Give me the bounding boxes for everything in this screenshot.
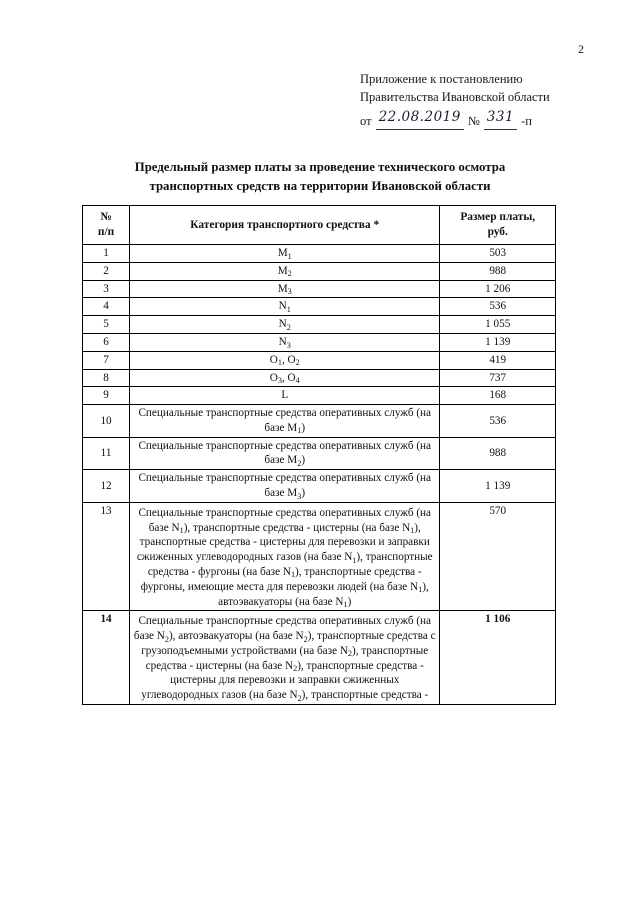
row-category: $N_3$	[130, 334, 440, 352]
row-number: 8	[83, 369, 130, 387]
number-prefix: №	[467, 113, 480, 128]
row-number: 11	[83, 437, 130, 470]
row-number: 9	[83, 387, 130, 405]
row-price: 168	[440, 387, 556, 405]
row-category: $M_2$	[130, 262, 440, 280]
row-category: L	[130, 387, 440, 405]
row-category: $O_1$, $O_2$	[130, 351, 440, 369]
row-category: Специальные транспортные средства оперативных служб (на базе $N_1$), транспортные средства - цистерны (на базе $N_1$), транспортные средства - цистерны для перевозки и заправки сжиженных углеводородных газов (на базе $N_1$), транспортные средства - фургоны (на базе $N_1$), транспортные средства - фургоны, имеющие места для перевозки людей (на базе $N_1$), автоэвакуаторы (на базе $N_1$)	[130, 502, 440, 610]
row-category: Специальные транспортные средства оперативных служб (на базе $M_1$)	[130, 405, 440, 438]
row-price: 503	[440, 245, 556, 263]
table-header	[83, 206, 556, 245]
table-row	[83, 262, 556, 280]
row-number: 10	[83, 405, 130, 438]
row-number: 3	[83, 280, 130, 298]
row-price: 419	[440, 351, 556, 369]
row-price: 988	[440, 262, 556, 280]
row-price: 1 139	[440, 334, 556, 352]
row-price: 1 106	[440, 611, 556, 705]
table-row	[83, 369, 556, 387]
row-number: 14	[83, 611, 130, 705]
row-price: 536	[440, 405, 556, 438]
page-number: 2	[578, 42, 584, 56]
table-row	[83, 245, 556, 263]
row-number: 13	[83, 502, 130, 610]
appendix-date-line	[360, 108, 610, 130]
table-row	[83, 334, 556, 352]
number-value: 331	[484, 108, 517, 130]
column-header-price-line-1: Размер платы,	[460, 211, 536, 223]
row-number: 5	[83, 316, 130, 334]
column-header-price	[440, 206, 556, 245]
row-category: $M_3$	[130, 280, 440, 298]
column-header-number-line-2: п/п	[97, 226, 115, 239]
date-prefix: от	[360, 113, 372, 128]
row-category: Специальные транспортные средства оперативных служб (на базе $M_2$)	[130, 437, 440, 470]
table-body	[83, 245, 556, 705]
table-row	[83, 298, 556, 316]
row-category: $N_2$	[130, 316, 440, 334]
page-title-line-1: Предельный размер платы за проведение технического осмотра	[134, 160, 506, 174]
row-price: 1 139	[440, 470, 556, 503]
table-row	[83, 611, 556, 705]
appendix-header	[360, 70, 610, 130]
row-price: 570	[440, 502, 556, 610]
column-header-price-line-2: руб.	[487, 226, 508, 239]
table-row	[83, 387, 556, 405]
table-header-row	[83, 206, 556, 245]
row-price: 1 206	[440, 280, 556, 298]
table-row	[83, 316, 556, 334]
row-category: $N_1$	[130, 298, 440, 316]
row-price: 1 055	[440, 316, 556, 334]
table-row	[83, 280, 556, 298]
date-value: 22.08.2019	[376, 108, 464, 130]
appendix-line-1: Приложение к постановлению	[360, 72, 523, 86]
row-number: 12	[83, 470, 130, 503]
column-header-category: Категория транспортного средства *	[130, 206, 440, 245]
row-category: $O_3$, $O_4$	[130, 369, 440, 387]
row-category: Специальные транспортные средства оперативных служб (на базе $N_2$), автоэвакуаторы (на базе $N_2$), транспортные средства с грузоподъемными устройствами (на базе $N_2$), транспортные средства - цистерны (на базе $N_2$), транспортные средства - цистерны для перевозки и заправки сжиженных углеводородных газов (на базе $N_2$), транспортные средства -	[130, 611, 440, 705]
page-title	[60, 158, 580, 196]
table-row	[83, 351, 556, 369]
column-header-number	[83, 206, 130, 245]
row-price: 737	[440, 369, 556, 387]
column-header-number-line-1: №	[100, 211, 112, 223]
table-row	[83, 437, 556, 470]
row-number: 6	[83, 334, 130, 352]
page-title-line-2: транспортных средств на территории Ивановской области	[149, 179, 491, 194]
table-row	[83, 502, 556, 610]
row-price: 536	[440, 298, 556, 316]
row-number: 2	[83, 262, 130, 280]
table-row	[83, 470, 556, 503]
rates-table	[82, 205, 556, 705]
row-number: 4	[83, 298, 130, 316]
table-row	[83, 405, 556, 438]
number-suffix: -п	[521, 113, 532, 128]
row-number: 7	[83, 351, 130, 369]
row-category: Специальные транспортные средства оперативных служб (на базе $M_3$)	[130, 470, 440, 503]
appendix-line-2: Правительства Ивановской области	[360, 90, 550, 105]
row-category: $M_1$	[130, 245, 440, 263]
row-number: 1	[83, 245, 130, 263]
row-price: 988	[440, 437, 556, 470]
